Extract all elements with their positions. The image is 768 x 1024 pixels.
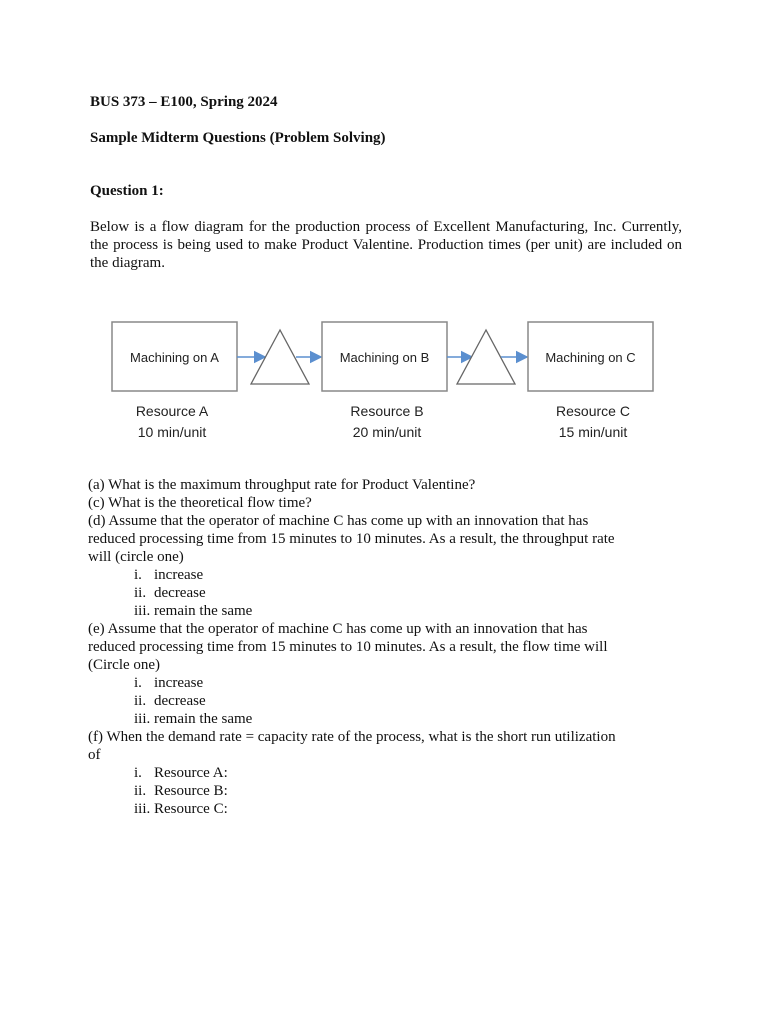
intro-line: Below is a flow diagram for the production process of Excellent Manufacturing, Inc. Currently, <box>90 219 682 235</box>
station-label-b: Machining on B <box>339 350 430 365</box>
course-title: BUS 373 – E100, Spring 2024 <box>90 94 278 110</box>
station-label-a: Machining on A <box>130 350 219 365</box>
part-e-line: (Circle one) <box>88 657 161 673</box>
option-text: remain the same <box>154 603 253 619</box>
part-f-line: (f) When the demand rate = capacity rate of the process, what is the short run utilization <box>88 729 616 745</box>
option-numeral: i. <box>134 675 142 691</box>
option-item <box>88 584 648 602</box>
question-parts <box>88 476 648 818</box>
part-e-line: (e) Assume that the operator of machine C has come up with an innovation that has <box>88 621 588 637</box>
part-d-line: (d) Assume that the operator of machine C has come up with an innovation that has <box>88 513 589 529</box>
option-item <box>88 782 648 800</box>
option-item <box>88 566 648 584</box>
question-heading: Question 1: <box>90 183 164 199</box>
resource-time-a: 10 min/unit <box>137 424 207 440</box>
option-item <box>88 692 648 710</box>
option-text: Resource A: <box>154 765 228 781</box>
intro-line: the process is being used to make Product Valentine. Production times (per unit) are included on <box>90 237 682 253</box>
part-c: (c) What is the theoretical flow time? <box>88 495 312 511</box>
option-numeral: iii. <box>134 603 151 619</box>
option-item <box>88 710 648 728</box>
part-a: (a) What is the maximum throughput rate for Product Valentine? <box>88 477 476 493</box>
resource-name-a: Resource A <box>135 403 209 419</box>
option-text: Resource B: <box>154 783 228 799</box>
option-numeral: i. <box>134 567 142 583</box>
station-label-c: Machining on C <box>545 350 636 365</box>
option-item <box>88 674 648 692</box>
flow-diagram <box>0 300 768 450</box>
option-text: remain the same <box>154 711 253 727</box>
option-text: decrease <box>154 693 206 709</box>
resource-time-b: 20 min/unit <box>352 424 422 440</box>
document-subtitle: Sample Midterm Questions (Problem Solving) <box>90 130 386 146</box>
option-text: increase <box>154 567 204 583</box>
option-numeral: ii. <box>134 693 147 709</box>
intro-paragraph <box>90 218 682 272</box>
part-e-line: reduced processing time from 15 minutes to 10 minutes. As a result, the flow time will <box>88 639 608 655</box>
option-numeral: iii. <box>134 801 151 817</box>
option-text: decrease <box>154 585 206 601</box>
resource-time-c: 15 min/unit <box>558 424 628 440</box>
option-item <box>88 800 648 818</box>
option-item <box>88 602 648 620</box>
resource-name-c: Resource C <box>556 403 630 419</box>
option-text: increase <box>154 675 204 691</box>
option-numeral: i. <box>134 765 142 781</box>
option-numeral: iii. <box>134 711 151 727</box>
part-f-line: of <box>88 747 101 763</box>
option-numeral: ii. <box>134 585 147 601</box>
option-numeral: ii. <box>134 783 147 799</box>
part-d-line: will (circle one) <box>88 549 184 565</box>
part-d-line: reduced processing time from 15 minutes to 10 minutes. As a result, the throughput rate <box>88 531 615 547</box>
intro-line: the diagram. <box>90 255 165 271</box>
option-item <box>88 764 648 782</box>
option-text: Resource C: <box>154 801 228 817</box>
resource-name-b: Resource B <box>350 403 424 419</box>
